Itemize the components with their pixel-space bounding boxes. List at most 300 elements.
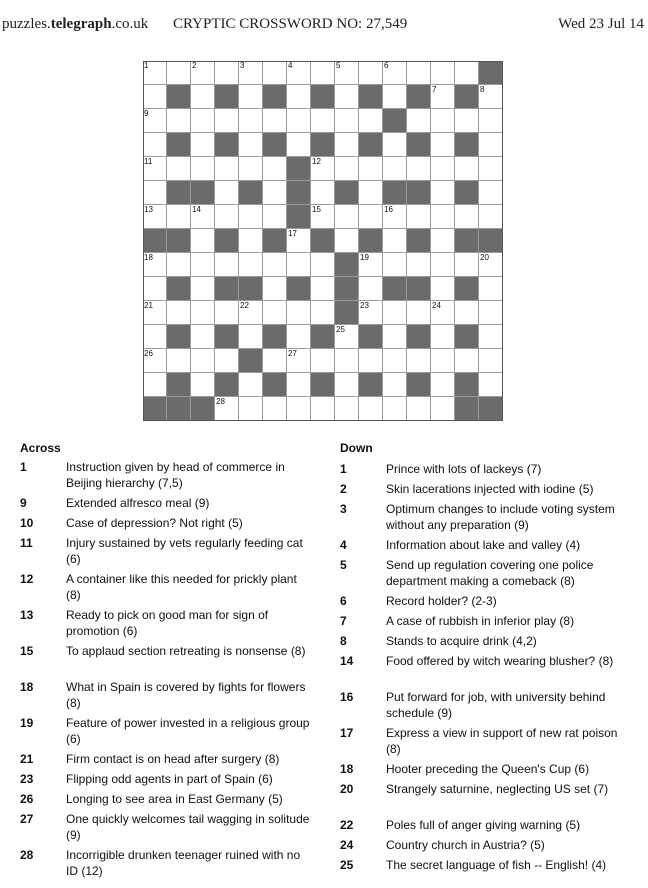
clue-text: A container like this needed for prickly plant (8) <box>66 572 297 602</box>
grid-cell[interactable] <box>455 253 479 277</box>
clue-text: Optimum changes to include voting system without any preparation (9) <box>386 502 615 532</box>
grid-cell[interactable] <box>311 253 335 277</box>
grid-cell[interactable] <box>239 325 263 349</box>
grid-cell[interactable] <box>191 373 215 397</box>
grid-block <box>239 349 263 373</box>
clue-text: Ready to pick on good man for sign of promotion (6) <box>66 608 269 638</box>
grid-cell[interactable] <box>431 325 455 349</box>
clue-num: 28 <box>20 848 34 862</box>
clue-number: 15 <box>312 205 321 214</box>
grid-cell[interactable] <box>407 349 431 373</box>
grid-block <box>455 181 479 205</box>
across-clue[interactable] <box>20 751 312 767</box>
grid-cell[interactable] <box>311 109 335 133</box>
down-clue[interactable] <box>340 481 632 497</box>
grid-cell[interactable] <box>263 109 287 133</box>
grid-cell[interactable] <box>479 157 503 181</box>
clue-text: Incorrigible drunken teenager ruined with no ID (12) <box>66 848 301 878</box>
grid-block <box>311 373 335 397</box>
grid-cell[interactable] <box>431 397 455 421</box>
grid-block <box>455 85 479 109</box>
grid-cell[interactable] <box>143 157 167 181</box>
grid-block <box>143 397 167 421</box>
across-clue[interactable] <box>20 679 312 711</box>
down-clue[interactable] <box>340 725 632 757</box>
clue-num: 17 <box>340 726 354 740</box>
grid-cell[interactable] <box>143 61 167 85</box>
grid-block <box>215 133 239 157</box>
grid-cell[interactable] <box>143 253 167 277</box>
grid-block <box>239 181 263 205</box>
grid-cell[interactable] <box>143 205 167 229</box>
grid-cell[interactable] <box>311 181 335 205</box>
grid-cell[interactable] <box>455 301 479 325</box>
grid-cell[interactable] <box>263 157 287 181</box>
down-clue[interactable] <box>340 781 632 797</box>
clue-number: 1 <box>144 61 149 70</box>
grid-cell[interactable] <box>287 349 311 373</box>
clue-num: 13 <box>20 608 34 622</box>
grid-cell[interactable] <box>143 133 167 157</box>
grid-cell[interactable] <box>215 253 239 277</box>
grid-cell[interactable] <box>287 109 311 133</box>
grid-cell[interactable] <box>287 301 311 325</box>
grid-block <box>263 133 287 157</box>
across-clue[interactable] <box>20 791 312 807</box>
grid-block <box>407 85 431 109</box>
grid-cell[interactable] <box>191 61 215 85</box>
grid-block <box>335 253 359 277</box>
grid-block <box>407 277 431 301</box>
grid-cell[interactable] <box>431 181 455 205</box>
grid-cell[interactable] <box>311 397 335 421</box>
grid-cell[interactable] <box>143 349 167 373</box>
down-clue[interactable] <box>340 593 632 609</box>
grid-cell[interactable] <box>407 253 431 277</box>
grid-cell[interactable] <box>359 277 383 301</box>
across-clue[interactable] <box>20 847 312 879</box>
grid-cell[interactable] <box>239 373 263 397</box>
grid-cell[interactable] <box>191 325 215 349</box>
down-clue[interactable] <box>340 857 632 873</box>
grid-cell[interactable] <box>143 109 167 133</box>
grid-cell[interactable] <box>215 157 239 181</box>
grid-cell[interactable] <box>431 253 455 277</box>
grid-cell[interactable] <box>431 277 455 301</box>
clue-text: To applaud section retreating is nonsense (8) <box>66 644 306 658</box>
grid-cell[interactable] <box>215 301 239 325</box>
clue-text: Prince with lots of lackeys (7) <box>386 462 542 476</box>
grid-cell[interactable] <box>191 109 215 133</box>
grid-cell[interactable] <box>191 133 215 157</box>
grid-cell[interactable] <box>143 85 167 109</box>
grid-cell[interactable] <box>287 373 311 397</box>
clue-num: 16 <box>340 690 354 704</box>
grid-cell[interactable] <box>287 253 311 277</box>
down-clue[interactable] <box>340 653 632 669</box>
clue-text: Record holder? (2-3) <box>386 594 497 608</box>
grid-cell[interactable] <box>479 205 503 229</box>
grid-cell[interactable] <box>383 325 407 349</box>
clue-num: 22 <box>340 818 354 832</box>
across-clue[interactable] <box>20 643 312 659</box>
clue-num: 5 <box>340 558 347 572</box>
across-clue[interactable] <box>20 515 312 531</box>
down-clue[interactable] <box>340 837 632 853</box>
grid-block <box>479 229 503 253</box>
down-heading: Down <box>340 441 373 455</box>
grid-cell[interactable] <box>263 301 287 325</box>
clue-num: 12 <box>20 572 34 586</box>
clue-text: Longing to see area in East Germany (5) <box>66 792 283 806</box>
grid-cell[interactable] <box>383 301 407 325</box>
grid-cell[interactable] <box>479 277 503 301</box>
grid-cell[interactable] <box>287 325 311 349</box>
clue-text: Firm contact is on head after surgery (8) <box>66 752 280 766</box>
grid-block <box>167 133 191 157</box>
grid-cell[interactable] <box>335 157 359 181</box>
across-clue[interactable] <box>20 607 312 639</box>
grid-cell[interactable] <box>263 181 287 205</box>
grid-cell[interactable] <box>167 301 191 325</box>
across-clue[interactable] <box>20 459 312 491</box>
grid-cell[interactable] <box>191 349 215 373</box>
grid-cell[interactable] <box>143 181 167 205</box>
grid-cell[interactable] <box>431 157 455 181</box>
grid-cell[interactable] <box>167 205 191 229</box>
grid-block <box>167 373 191 397</box>
grid-cell[interactable] <box>479 133 503 157</box>
grid-cell[interactable] <box>431 349 455 373</box>
clue-text: Skin lacerations injected with iodine (5) <box>386 482 594 496</box>
across-clue[interactable] <box>20 495 312 511</box>
grid-block <box>407 229 431 253</box>
grid-block <box>407 133 431 157</box>
grid-cell[interactable] <box>263 205 287 229</box>
grid-cell[interactable] <box>335 325 359 349</box>
grid-cell[interactable] <box>215 349 239 373</box>
grid-block <box>455 133 479 157</box>
grid-cell[interactable] <box>359 157 383 181</box>
grid-cell[interactable] <box>455 109 479 133</box>
across-clue[interactable] <box>20 771 312 787</box>
grid-cell[interactable] <box>239 229 263 253</box>
grid-block <box>407 373 431 397</box>
down-clue[interactable] <box>340 613 632 629</box>
grid-block <box>167 85 191 109</box>
clue-text: Strangely saturnine, neglecting US set (7) <box>386 782 609 796</box>
grid-cell[interactable] <box>191 205 215 229</box>
grid-cell[interactable] <box>407 205 431 229</box>
site-suffix: .co.uk <box>111 16 149 32</box>
grid-cell[interactable] <box>239 61 263 85</box>
grid-cell[interactable] <box>383 61 407 85</box>
grid-block <box>455 325 479 349</box>
grid-cell[interactable] <box>263 397 287 421</box>
grid-cell[interactable] <box>287 85 311 109</box>
grid-cell[interactable] <box>455 205 479 229</box>
down-clue[interactable] <box>340 537 632 553</box>
clue-number: 5 <box>336 61 341 70</box>
down-clue[interactable] <box>340 689 632 721</box>
grid-cell[interactable] <box>191 157 215 181</box>
clue-num: 1 <box>340 462 347 476</box>
grid-block <box>479 397 503 421</box>
grid-cell[interactable] <box>263 277 287 301</box>
grid-cell[interactable] <box>215 61 239 85</box>
grid-cell[interactable] <box>215 205 239 229</box>
grid-cell[interactable] <box>287 229 311 253</box>
grid-cell[interactable] <box>335 85 359 109</box>
grid-block <box>215 229 239 253</box>
grid-cell[interactable] <box>479 373 503 397</box>
grid-cell[interactable] <box>359 205 383 229</box>
clue-text: Stands to acquire drink (4,2) <box>386 634 537 648</box>
grid-cell[interactable] <box>359 349 383 373</box>
grid-cell[interactable] <box>479 349 503 373</box>
grid-block <box>335 277 359 301</box>
clue-num: 8 <box>340 634 347 648</box>
grid-block <box>287 157 311 181</box>
grid-cell[interactable] <box>335 397 359 421</box>
grid-cell[interactable] <box>239 133 263 157</box>
grid-block <box>215 325 239 349</box>
grid-cell[interactable] <box>263 61 287 85</box>
grid-cell[interactable] <box>335 349 359 373</box>
grid-cell[interactable] <box>431 229 455 253</box>
clue-num: 18 <box>20 680 34 694</box>
grid-cell[interactable] <box>215 181 239 205</box>
clue-number: 4 <box>288 61 293 70</box>
grid-block <box>167 277 191 301</box>
across-clue[interactable] <box>20 715 312 747</box>
grid-block <box>191 397 215 421</box>
grid-cell[interactable] <box>143 373 167 397</box>
down-clue[interactable] <box>340 817 632 833</box>
clue-num: 4 <box>340 538 347 552</box>
down-clue[interactable] <box>340 761 632 777</box>
grid-cell[interactable] <box>431 301 455 325</box>
grid-cell[interactable] <box>335 229 359 253</box>
across-clue[interactable] <box>20 811 312 843</box>
clue-text: Food offered by witch wearing blusher? (8) <box>386 654 614 668</box>
site-brand: telegraph <box>50 16 112 32</box>
grid-cell[interactable] <box>383 133 407 157</box>
clue-num: 2 <box>340 482 347 496</box>
grid-cell[interactable] <box>311 301 335 325</box>
grid-cell[interactable] <box>479 109 503 133</box>
grid-cell[interactable] <box>383 229 407 253</box>
grid-cell[interactable] <box>359 109 383 133</box>
grid-cell[interactable] <box>335 205 359 229</box>
clue-num: 15 <box>20 644 34 658</box>
clue-number: 23 <box>360 301 369 310</box>
clue-num: 25 <box>340 858 354 872</box>
grid-cell[interactable] <box>239 301 263 325</box>
clue-number: 14 <box>192 205 201 214</box>
clue-num: 21 <box>20 752 34 766</box>
puzzle-date: Wed 23 Jul 14 <box>558 16 644 32</box>
down-clue[interactable] <box>340 461 632 477</box>
grid-cell[interactable] <box>239 397 263 421</box>
grid-cell[interactable] <box>431 109 455 133</box>
clue-number: 28 <box>216 397 225 406</box>
grid-block <box>311 325 335 349</box>
grid-cell[interactable] <box>383 157 407 181</box>
grid-cell[interactable] <box>143 301 167 325</box>
grid-cell[interactable] <box>143 325 167 349</box>
grid-cell[interactable] <box>359 61 383 85</box>
grid-block <box>191 181 215 205</box>
grid-cell[interactable] <box>431 373 455 397</box>
grid-cell[interactable] <box>215 397 239 421</box>
grid-cell[interactable] <box>191 229 215 253</box>
grid-block <box>359 133 383 157</box>
grid-cell[interactable] <box>239 109 263 133</box>
grid-cell[interactable] <box>287 133 311 157</box>
grid-block <box>263 325 287 349</box>
grid-cell[interactable] <box>359 301 383 325</box>
clue-text: Send up regulation covering one police department making a comeback (8) <box>386 558 594 588</box>
grid-cell[interactable] <box>239 205 263 229</box>
clue-num: 6 <box>340 594 347 608</box>
across-heading: Across <box>20 441 61 455</box>
grid-cell[interactable] <box>167 349 191 373</box>
grid-cell[interactable] <box>311 61 335 85</box>
grid-cell[interactable] <box>239 157 263 181</box>
grid-cell[interactable] <box>167 61 191 85</box>
grid-cell[interactable] <box>359 181 383 205</box>
clue-num: 24 <box>340 838 354 852</box>
grid-cell[interactable] <box>407 157 431 181</box>
grid-cell[interactable] <box>335 61 359 85</box>
grid-cell[interactable] <box>167 157 191 181</box>
grid-cell[interactable] <box>359 397 383 421</box>
down-clue[interactable] <box>340 557 632 589</box>
grid-cell[interactable] <box>407 61 431 85</box>
puzzle-title: CRYPTIC CROSSWORD NO: 27,549 <box>173 16 408 32</box>
grid-cell[interactable] <box>239 85 263 109</box>
grid-cell[interactable] <box>311 349 335 373</box>
grid-cell[interactable] <box>311 277 335 301</box>
grid-cell[interactable] <box>263 349 287 373</box>
grid-block <box>359 325 383 349</box>
across-clue[interactable] <box>20 571 312 603</box>
grid-cell[interactable] <box>215 109 239 133</box>
grid-block <box>359 229 383 253</box>
grid-block <box>455 277 479 301</box>
grid-cell[interactable] <box>479 301 503 325</box>
grid-cell[interactable] <box>287 397 311 421</box>
grid-cell[interactable] <box>407 109 431 133</box>
grid-block <box>287 205 311 229</box>
clue-num: 11 <box>20 536 33 550</box>
grid-cell[interactable] <box>359 253 383 277</box>
clue-text: Poles full of anger giving warning (5) <box>386 818 581 832</box>
grid-block <box>263 373 287 397</box>
grid-block <box>215 277 239 301</box>
grid-block <box>455 397 479 421</box>
clue-text: Flipping odd agents in part of Spain (6) <box>66 772 273 786</box>
grid-cell[interactable] <box>383 373 407 397</box>
grid-block <box>335 181 359 205</box>
grid-block <box>383 109 407 133</box>
grid-cell[interactable] <box>431 61 455 85</box>
grid-cell[interactable] <box>383 397 407 421</box>
clue-number: 18 <box>144 253 153 262</box>
grid-cell[interactable] <box>455 349 479 373</box>
grid-cell[interactable] <box>455 61 479 85</box>
grid-cell[interactable] <box>431 205 455 229</box>
clue-number: 20 <box>480 253 489 262</box>
clue-number: 27 <box>288 349 297 358</box>
grid-block <box>383 181 407 205</box>
grid-block <box>359 85 383 109</box>
grid-cell[interactable] <box>479 85 503 109</box>
grid-cell[interactable] <box>239 253 263 277</box>
clue-num: 19 <box>20 716 34 730</box>
grid-cell[interactable] <box>383 205 407 229</box>
clue-number: 6 <box>384 61 389 70</box>
grid-cell[interactable] <box>431 133 455 157</box>
grid-cell[interactable] <box>335 373 359 397</box>
grid-cell[interactable] <box>383 253 407 277</box>
grid-cell[interactable] <box>431 85 455 109</box>
grid-cell[interactable] <box>335 109 359 133</box>
grid-cell[interactable] <box>383 349 407 373</box>
grid-block <box>455 373 479 397</box>
grid-cell[interactable] <box>407 301 431 325</box>
grid-cell[interactable] <box>191 253 215 277</box>
clue-number: 16 <box>384 205 393 214</box>
site-name <box>2 16 148 33</box>
grid-block <box>311 85 335 109</box>
down-clue[interactable] <box>340 501 632 533</box>
clue-number: 17 <box>288 229 297 238</box>
grid-cell[interactable] <box>191 277 215 301</box>
grid-block <box>287 181 311 205</box>
grid-block <box>287 277 311 301</box>
grid-cell[interactable] <box>407 397 431 421</box>
grid-cell[interactable] <box>479 253 503 277</box>
grid-cell[interactable] <box>287 61 311 85</box>
clue-number: 9 <box>144 109 149 118</box>
down-clue[interactable] <box>340 633 632 649</box>
grid-cell[interactable] <box>383 85 407 109</box>
site-prefix: puzzles. <box>2 16 51 32</box>
grid-cell[interactable] <box>311 205 335 229</box>
grid-cell[interactable] <box>479 325 503 349</box>
clue-text: One quickly welcomes tail wagging in solitude (9) <box>66 812 310 842</box>
clue-num: 27 <box>20 812 34 826</box>
grid-cell[interactable] <box>167 253 191 277</box>
across-clue[interactable] <box>20 535 312 567</box>
grid-cell[interactable] <box>335 133 359 157</box>
grid-cell[interactable] <box>167 109 191 133</box>
clue-number: 11 <box>144 157 153 166</box>
clue-number: 8 <box>480 85 485 94</box>
grid-cell[interactable] <box>455 157 479 181</box>
grid-cell[interactable] <box>479 181 503 205</box>
grid-cell[interactable] <box>263 253 287 277</box>
clue-num: 14 <box>340 654 354 668</box>
grid-cell[interactable] <box>143 277 167 301</box>
clue-number: 3 <box>240 61 245 70</box>
grid-block <box>407 181 431 205</box>
grid-cell[interactable] <box>191 301 215 325</box>
grid-cell[interactable] <box>191 85 215 109</box>
grid-cell[interactable] <box>311 157 335 181</box>
